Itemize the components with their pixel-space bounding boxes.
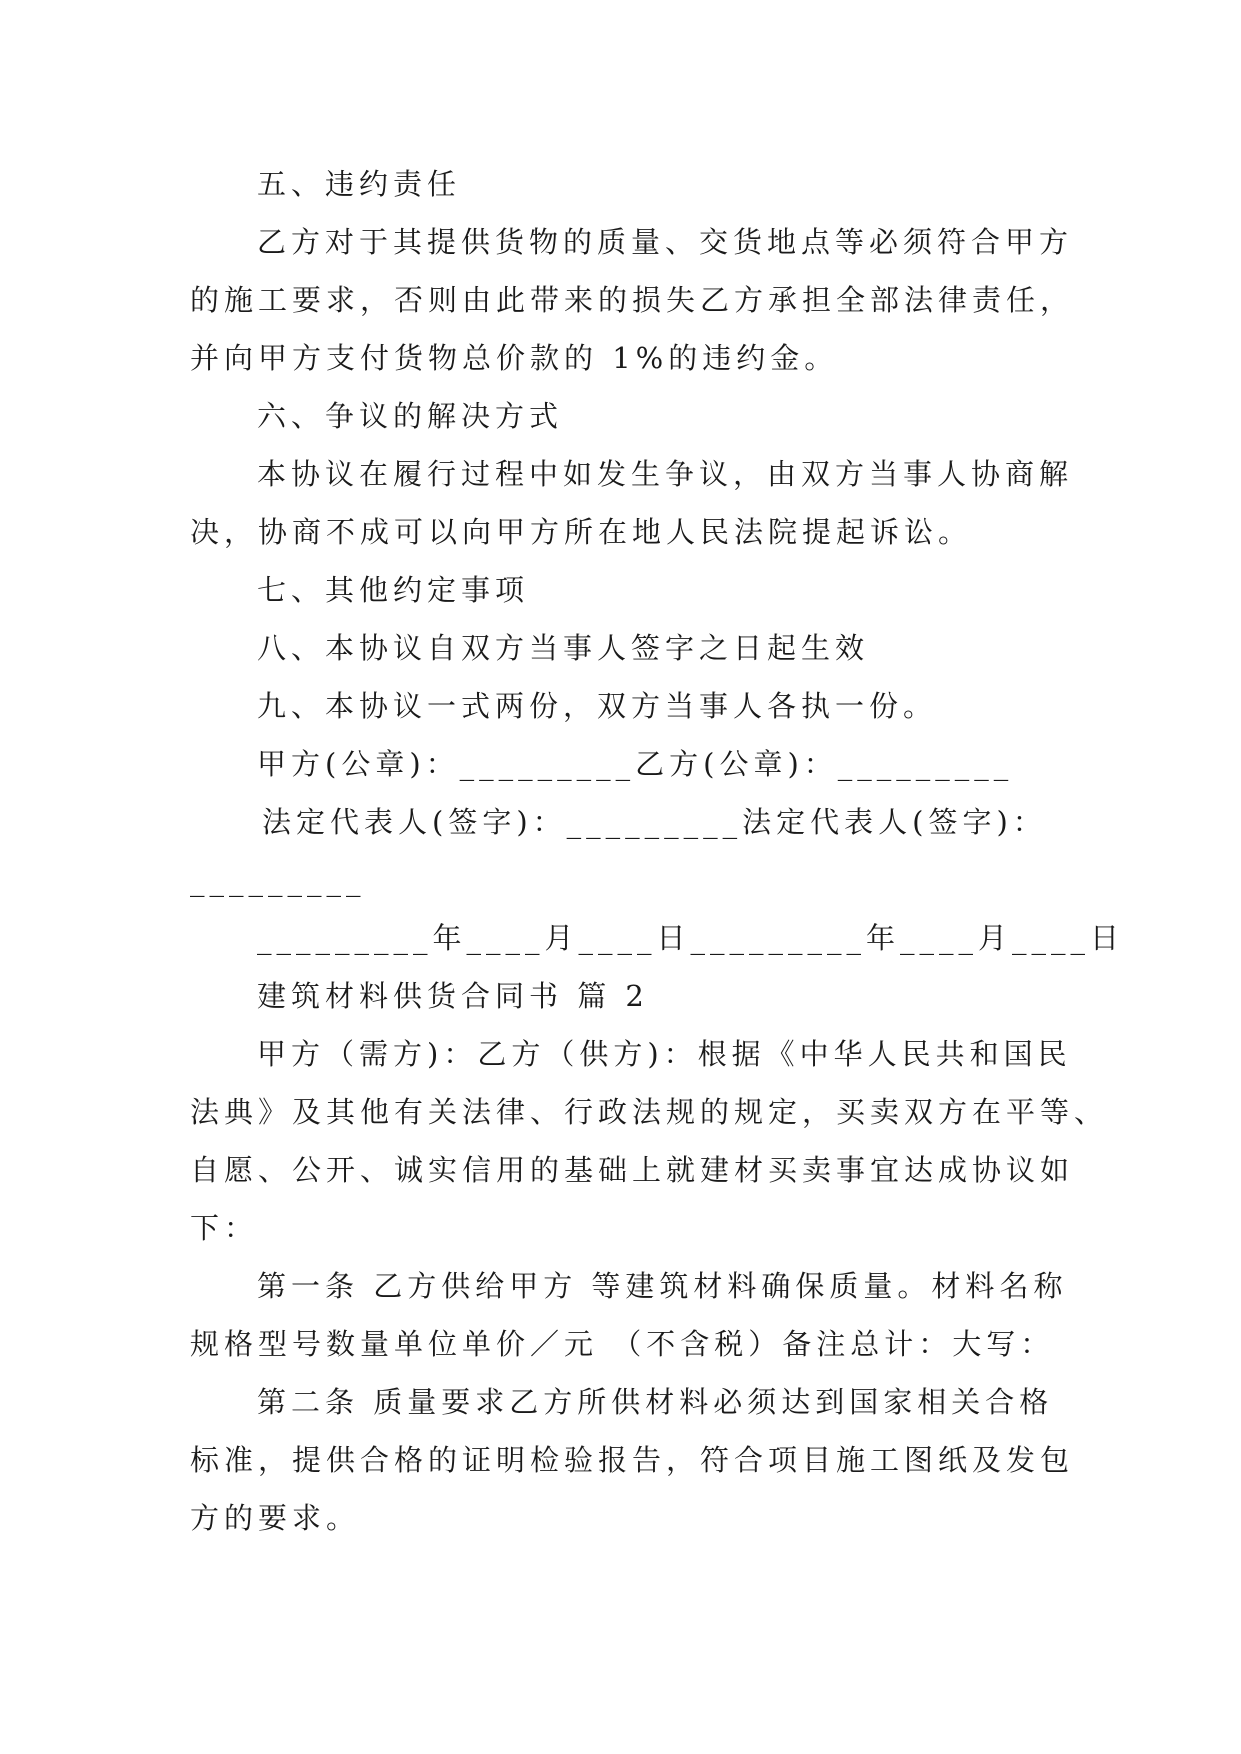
paragraph-line: 乙方对于其提供货物的质量、交货地点等必须符合甲方 <box>257 225 1074 259</box>
paragraph-line: 规格型号数量单位单价／元 （不含税）备注总计：大写： <box>190 1327 1055 1361</box>
signature-line: 法定代表人(签字)：_________法定代表人(签字)： <box>262 805 1047 839</box>
section-seven-heading: 七、其他约定事项 <box>257 573 530 607</box>
date-line: _________年____月____日_________年____月____日 <box>257 921 1125 955</box>
paragraph-line: 方的要求。 <box>190 1501 361 1535</box>
paragraph-line: 自愿、公开、诚实信用的基础上就建材买卖事宜达成协议如 <box>190 1153 1075 1187</box>
paragraph-line: 下： <box>190 1211 259 1245</box>
seal-line: 甲方(公章)：_________乙方(公章)：_________ <box>257 747 1014 781</box>
section-eight-heading: 八、本协议自双方当事人签字之日起生效 <box>257 631 870 665</box>
section-nine-heading: 九、本协议一式两份，双方当事人各执一份。 <box>257 689 938 723</box>
paragraph-line: 法典》及其他有关法律、行政法规的规定，买卖双方在平等、 <box>190 1095 1109 1129</box>
paragraph-line: 的施工要求，否则由此带来的损失乙方承担全部法律责任， <box>190 283 1075 317</box>
section-six-heading: 六、争议的解决方式 <box>257 399 564 433</box>
article-two: 第二条 质量要求乙方所供材料必须达到国家相关合格 <box>257 1385 1054 1419</box>
section-five-heading: 五、违约责任 <box>257 167 462 201</box>
article-one: 第一条 乙方供给甲方 等建筑材料确保质量。材料名称 <box>257 1269 1068 1303</box>
paragraph-line: 甲方（需方)：乙方（供方)：根据《中华人民共和国民 <box>257 1037 1072 1071</box>
paragraph-line: 并向甲方支付货物总价款的 1%的违约金。 <box>190 341 839 375</box>
document-title: 建筑材料供货合同书 篇 2 <box>257 979 649 1013</box>
paragraph-line: 本协议在履行过程中如发生争议，由双方当事人协商解 <box>257 457 1074 491</box>
paragraph-line: 标准，提供合格的证明检验报告，符合项目施工图纸及发包 <box>190 1443 1075 1477</box>
signature-blank: _________ <box>190 863 366 897</box>
paragraph-line: 决，协商不成可以向甲方所在地人民法院提起诉讼。 <box>190 515 973 549</box>
